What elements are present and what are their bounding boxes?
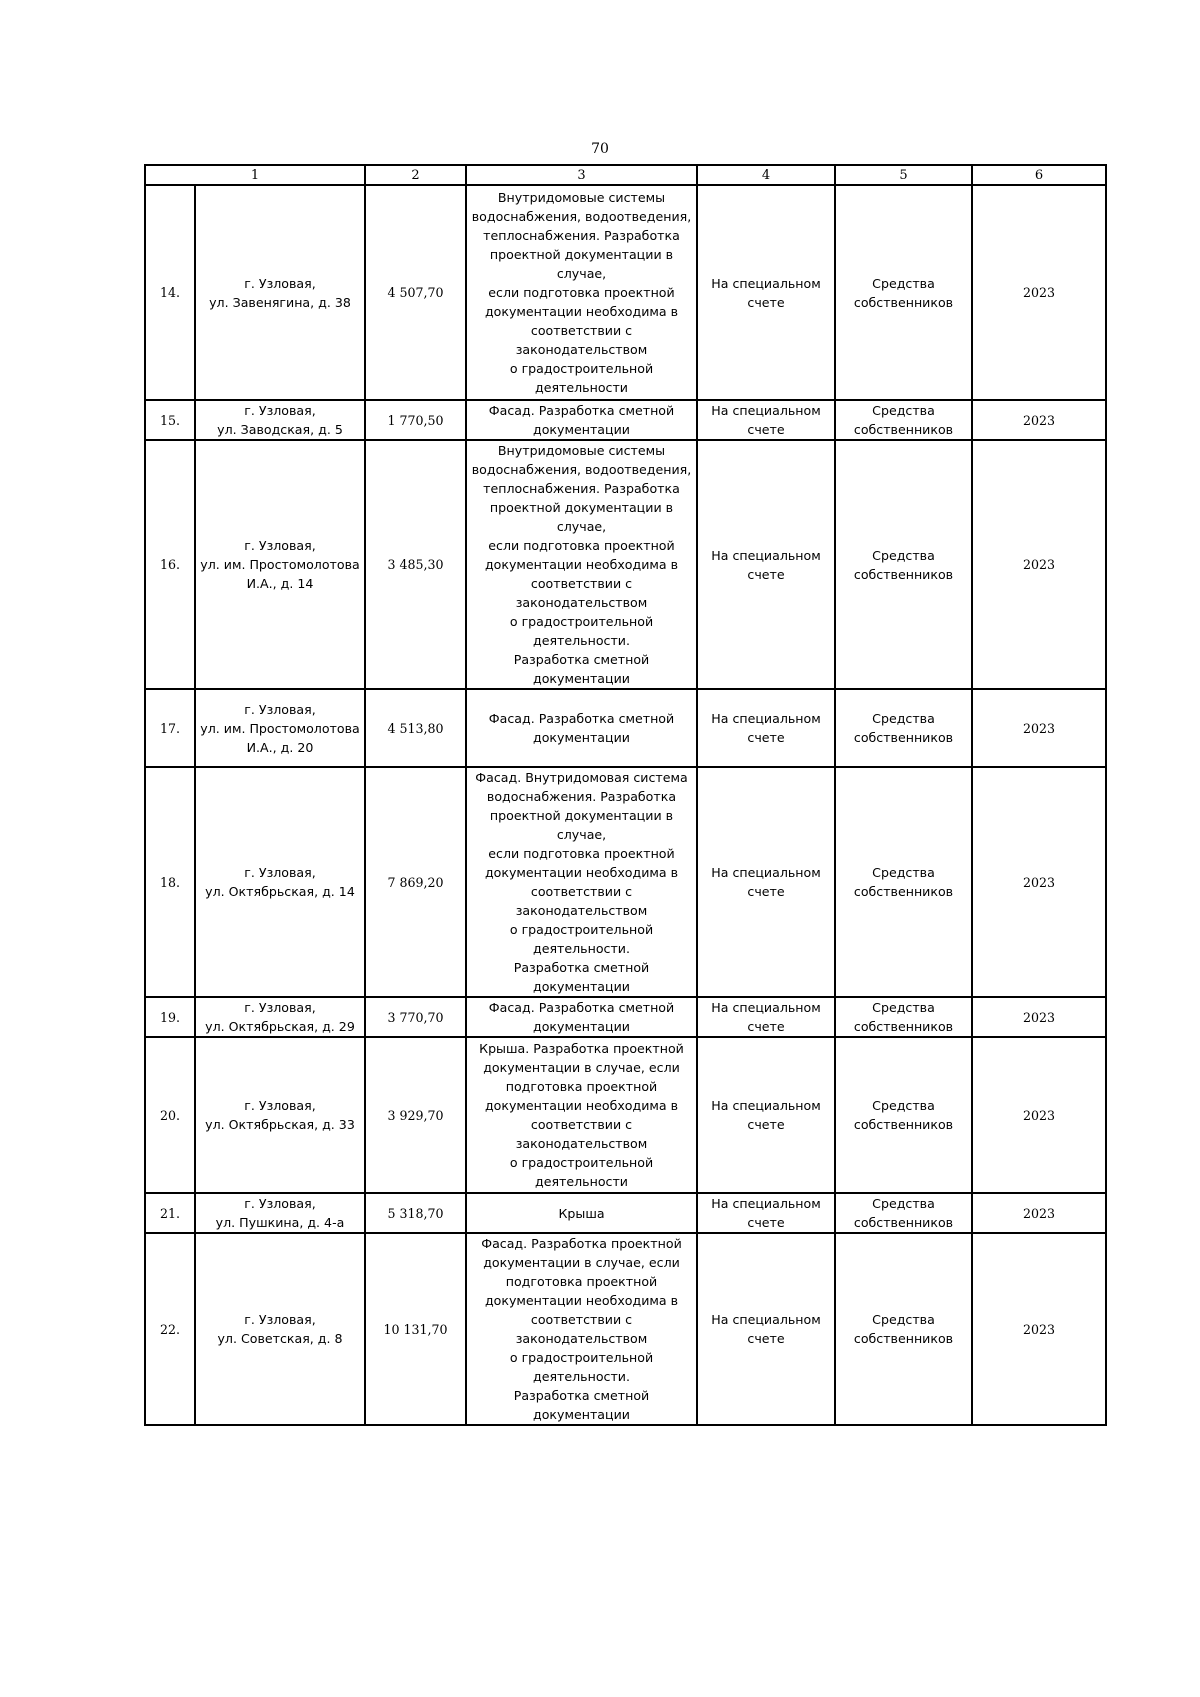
text-line: Крыша. Разработка проектной [479,1041,684,1056]
text-line: ул. Октябрьская, д. 33 [205,1117,355,1132]
text-line: соответствии с законодательством [515,884,648,918]
header-cell-4: 4 [697,165,835,185]
text-line: На специальном [711,1312,821,1327]
text-line: документации необходима в [484,304,679,319]
text-line: ул. Пушкина, д. 4-а [215,1215,345,1230]
text-line: теплоснабжения. Разработка [483,481,680,496]
text-line: Внутридомовые системы [497,190,666,205]
work-description-cell [466,440,697,689]
funding-source-cell [835,440,972,689]
text-line: о градостроительной деятельности [509,1155,654,1189]
text-line: о градостроительной деятельности. [509,922,654,956]
table-row [145,440,1106,689]
text-line: На специальном [711,547,821,563]
text-line: соответствии с законодательством [515,1117,648,1151]
value-cell: 3 770,70 [365,997,466,1037]
text-line: счете [747,1331,785,1346]
table-row [145,1037,1106,1193]
text-line: документации необходима в [484,865,679,880]
text-line: Фасад. Разработка сметной [488,711,675,726]
text-line: счете [747,422,785,437]
text-line: собственников [853,294,954,310]
header-cell-5: 5 [835,165,972,185]
text-line: счете [747,566,785,582]
program-table [144,164,1107,1426]
work-description-cell [466,1193,697,1233]
address-cell [195,185,365,400]
row-number: 19. [145,997,195,1037]
row-number: 14. [145,185,195,400]
text-line: водоснабжения, водоотведения, [471,462,692,477]
account-cell [697,1037,835,1193]
year-cell: 2023 [972,767,1106,997]
funding-source-cell [835,1193,972,1233]
row-number: 15. [145,400,195,440]
text-line: ул. Завенягина, д. 38 [209,294,351,310]
header-cell-2: 2 [365,165,466,185]
address-cell [195,767,365,997]
year-cell: 2023 [972,1193,1106,1233]
text-line: И.А., д. 14 [246,576,314,591]
row-number: 22. [145,1233,195,1425]
text-line: Внутридомовые системы [497,443,666,458]
text-line: г. Узловая, [244,275,316,291]
row-number: 17. [145,689,195,767]
work-description-cell [466,689,697,767]
text-line: собственников [853,1215,954,1230]
text-line: водоснабжения, водоотведения, [471,209,692,224]
funding-source-cell [835,185,972,400]
table-row [145,400,1106,440]
text-line: подготовка проектной [505,1274,658,1289]
funding-source-cell [835,689,972,767]
text-line: о градостроительной деятельности. [509,1350,654,1384]
text-line: счете [747,884,785,899]
text-line: И.А., д. 20 [246,739,314,755]
text-line: Средства [872,865,935,880]
text-line: На специальном [711,403,821,418]
text-line: ул. им. Простомолотова [200,557,360,572]
address-cell [195,1233,365,1425]
text-line: собственников [853,884,954,899]
text-line: На специальном [711,865,821,880]
row-number: 21. [145,1193,195,1233]
text-line: документации [533,730,630,745]
text-line: г. Узловая, [244,865,316,880]
text-line: Разработка сметной документации [513,652,650,686]
table-row [145,689,1106,767]
text-line: документации необходима в [484,557,679,572]
table-row [145,1193,1106,1233]
header-cell-6: 6 [972,165,1106,185]
text-line: документации необходима в [484,1293,679,1308]
address-cell [195,1193,365,1233]
text-line: Крыша [558,1205,605,1221]
year-cell: 2023 [972,185,1106,400]
text-line: Средства [872,275,935,291]
text-line: подготовка проектной [505,1079,658,1094]
text-line: документации [533,422,630,437]
text-line: г. Узловая, [244,1000,316,1015]
text-line: г. Узловая, [244,1312,316,1327]
text-line: собственников [853,1117,954,1132]
account-cell [697,185,835,400]
header-row [145,165,1106,185]
text-line: если подготовка проектной [488,538,675,553]
text-line: документации в случае, если [483,1255,680,1270]
account-cell [697,997,835,1037]
text-line: проектной документации в случае, [489,247,674,281]
table-row [145,185,1106,400]
text-line: ул. Заводская, д. 5 [217,422,343,437]
text-line: если подготовка проектной [488,846,675,861]
page-number: 70 [591,141,609,157]
funding-source-cell [835,1233,972,1425]
text-line: счете [747,294,785,310]
funding-source-cell [835,400,972,440]
text-line: На специальном [711,711,821,726]
text-line: Средства [872,1312,935,1327]
work-description-cell [466,997,697,1037]
text-line: Разработка сметной документации [513,1388,650,1422]
header-cell-1: 1 [145,165,365,185]
text-line: Средства [872,1000,935,1015]
address-cell [195,1037,365,1193]
value-cell: 3 485,30 [365,440,466,689]
text-line: Средства [872,403,935,418]
text-line: На специальном [711,1000,821,1015]
text-line: о градостроительной деятельности [509,361,654,395]
text-line: На специальном [711,1196,821,1211]
text-line: Средства [872,547,935,563]
text-line: г. Узловая, [244,701,316,717]
value-cell: 1 770,50 [365,400,466,440]
text-line: собственников [853,730,954,745]
text-line: соответствии с законодательством [515,1312,648,1346]
text-line: ул. им. Простомолотова [200,720,360,736]
year-cell: 2023 [972,689,1106,767]
text-line: г. Узловая, [244,403,316,418]
work-description-cell [466,185,697,400]
text-line: собственников [853,422,954,437]
header-cell-3: 3 [466,165,697,185]
work-description-cell [466,1233,697,1425]
year-cell: 2023 [972,1233,1106,1425]
text-line: проектной документации в случае, [489,500,674,534]
text-line: счете [747,1117,785,1132]
row-number: 16. [145,440,195,689]
account-cell [697,1193,835,1233]
work-description-cell [466,400,697,440]
value-cell: 4 513,80 [365,689,466,767]
text-line: счете [747,1215,785,1230]
text-line: если подготовка проектной [488,285,675,300]
value-cell: 5 318,70 [365,1193,466,1233]
account-cell [697,689,835,767]
text-line: Средства [872,1098,935,1113]
text-line: ул. Октябрьская, д. 14 [205,884,355,899]
text-line: теплоснабжения. Разработка [483,228,680,243]
text-line: Фасад. Разработка сметной [488,1000,675,1015]
text-line: собственников [853,1019,954,1034]
text-line: Средства [872,1196,935,1211]
account-cell [697,1233,835,1425]
text-line: счете [747,730,785,745]
text-line: соответствии с законодательством [515,323,648,357]
work-description-cell [466,1037,697,1193]
address-cell [195,689,365,767]
address-cell [195,440,365,689]
text-line: соответствии с законодательством [515,576,648,610]
text-line: Фасад. Разработка сметной [488,403,675,418]
table-row [145,767,1106,997]
text-line: собственников [853,566,954,582]
row-number: 18. [145,767,195,997]
text-line: о градостроительной деятельности. [509,614,654,648]
year-cell: 2023 [972,997,1106,1037]
value-cell: 3 929,70 [365,1037,466,1193]
text-line: ул. Советская, д. 8 [217,1331,343,1346]
text-line: Разработка сметной документации [513,960,650,994]
text-line: Фасад. Разработка проектной [481,1236,682,1251]
text-line: ул. Октябрьская, д. 29 [205,1019,355,1034]
text-line: документации в случае, если [483,1060,680,1075]
work-description-cell [466,767,697,997]
text-line: На специальном [711,1098,821,1113]
year-cell: 2023 [972,440,1106,689]
text-line: г. Узловая, [244,1098,316,1113]
account-cell [697,440,835,689]
address-cell [195,997,365,1037]
funding-source-cell [835,767,972,997]
text-line: проектной документации в случае, [489,808,674,842]
text-line: водоснабжения. Разработка [486,789,677,804]
account-cell [697,400,835,440]
account-cell [697,767,835,997]
text-line: счете [747,1019,785,1034]
year-cell: 2023 [972,400,1106,440]
value-cell: 4 507,70 [365,185,466,400]
text-line: Средства [872,711,935,726]
text-line: г. Узловая, [244,538,316,553]
value-cell: 7 869,20 [365,767,466,997]
text-line: Фасад. Внутридомовая система [475,770,688,785]
row-number: 20. [145,1037,195,1193]
table-row [145,997,1106,1037]
funding-source-cell [835,1037,972,1193]
text-line: документации необходима в [484,1098,679,1113]
text-line: На специальном [711,275,821,291]
table-row [145,1233,1106,1425]
address-cell [195,400,365,440]
value-cell: 10 131,70 [365,1233,466,1425]
year-cell: 2023 [972,1037,1106,1193]
text-line: г. Узловая, [244,1196,316,1211]
text-line: документации [533,1019,630,1034]
text-line: собственников [853,1331,954,1346]
funding-source-cell [835,997,972,1037]
